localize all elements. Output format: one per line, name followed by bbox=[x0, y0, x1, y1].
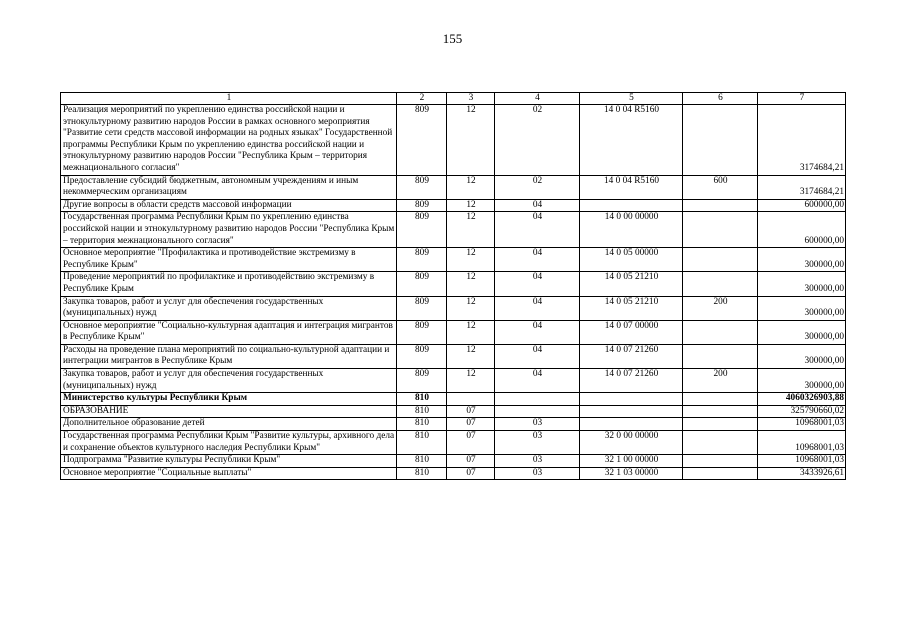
row-expense-type bbox=[683, 467, 758, 480]
row-amount: 600000,00 bbox=[758, 199, 846, 212]
row-name: Реализация мероприятий по укреплению единства российской нации и этнокультурному развитию народов России в рамках основного мероприятия "Развитие сети средств массовой информации на родных языках" Государственной программы Республики Крым по укреплению единства российской нации и этнокультурному развитию народов России "Республика Крым – территория межнационального согласия" bbox=[61, 105, 397, 176]
row-ministry-code: 810 bbox=[397, 405, 447, 418]
row-section: 07 bbox=[447, 418, 495, 431]
row-section: 07 bbox=[447, 431, 495, 455]
row-subsection: 04 bbox=[495, 272, 580, 296]
row-amount: 10968001,03 bbox=[758, 431, 846, 455]
row-name: Другие вопросы в области средств массовой информации bbox=[61, 199, 397, 212]
row-name: ОБРАЗОВАНИЕ bbox=[61, 405, 397, 418]
table-row bbox=[61, 105, 846, 176]
row-subsection: 04 bbox=[495, 320, 580, 344]
table-row bbox=[61, 175, 846, 199]
table-row bbox=[61, 467, 846, 480]
header-col-6: 6 bbox=[683, 93, 758, 105]
row-amount: 10968001,03 bbox=[758, 418, 846, 431]
row-subsection bbox=[495, 393, 580, 406]
row-section: 12 bbox=[447, 199, 495, 212]
table-row bbox=[61, 248, 846, 272]
row-expense-type bbox=[683, 405, 758, 418]
row-name: Основное мероприятие "Профилактика и противодействие экстремизму в Республике Крым" bbox=[61, 248, 397, 272]
row-subsection bbox=[495, 405, 580, 418]
row-ministry-code: 809 bbox=[397, 105, 447, 176]
row-subsection: 04 bbox=[495, 369, 580, 393]
row-expense-type: 200 bbox=[683, 369, 758, 393]
row-subsection: 04 bbox=[495, 248, 580, 272]
row-expense-type bbox=[683, 431, 758, 455]
row-expense-type bbox=[683, 199, 758, 212]
row-ministry-code: 810 bbox=[397, 418, 447, 431]
row-name: Подпрограмма "Развитие культуры Республики Крым" bbox=[61, 455, 397, 468]
row-target-article bbox=[580, 393, 683, 406]
row-amount: 4060326903,88 bbox=[758, 393, 846, 406]
row-name: Проведение мероприятий по профилактике и противодействию экстремизму в Республике Крым bbox=[61, 272, 397, 296]
header-col-2: 2 bbox=[397, 93, 447, 105]
row-subsection: 03 bbox=[495, 455, 580, 468]
row-section: 12 bbox=[447, 369, 495, 393]
row-name: Закупка товаров, работ и услуг для обеспечения государственных (муниципальных) нужд bbox=[61, 296, 397, 320]
row-target-article: 14 0 07 21260 bbox=[580, 369, 683, 393]
row-name: Расходы на проведение плана мероприятий по социально-культурной адаптации и интеграции мигрантов в Республике Крым bbox=[61, 344, 397, 368]
row-subsection: 04 bbox=[495, 344, 580, 368]
row-ministry-code: 809 bbox=[397, 369, 447, 393]
row-target-article: 14 0 05 21210 bbox=[580, 296, 683, 320]
row-expense-type bbox=[683, 105, 758, 176]
row-target-article: 14 0 07 00000 bbox=[580, 320, 683, 344]
row-name: Дополнительное образование детей bbox=[61, 418, 397, 431]
row-target-article: 14 0 00 00000 bbox=[580, 212, 683, 248]
row-ministry-code: 809 bbox=[397, 175, 447, 199]
row-expense-type bbox=[683, 418, 758, 431]
row-expense-type: 600 bbox=[683, 175, 758, 199]
row-name: Предоставление субсидий бюджетным, автономным учреждениям и иным некоммерческим организациям bbox=[61, 175, 397, 199]
row-name: Государственная программа Республики Крым "Развитие культуры, архивного дела и сохранение объектов культурного наследия Республики Крым" bbox=[61, 431, 397, 455]
row-section: 12 bbox=[447, 296, 495, 320]
table-row bbox=[61, 272, 846, 296]
row-target-article bbox=[580, 199, 683, 212]
row-amount: 3174684,21 bbox=[758, 105, 846, 176]
row-expense-type bbox=[683, 212, 758, 248]
row-ministry-code: 810 bbox=[397, 393, 447, 406]
row-target-article bbox=[580, 405, 683, 418]
row-name: Основное мероприятие "Социальные выплаты" bbox=[61, 467, 397, 480]
row-section: 12 bbox=[447, 212, 495, 248]
row-ministry-code: 809 bbox=[397, 296, 447, 320]
table-row bbox=[61, 344, 846, 368]
row-section: 12 bbox=[447, 175, 495, 199]
row-amount: 300000,00 bbox=[758, 296, 846, 320]
row-ministry-code: 810 bbox=[397, 467, 447, 480]
row-ministry-code: 809 bbox=[397, 212, 447, 248]
table-row bbox=[61, 199, 846, 212]
row-expense-type bbox=[683, 455, 758, 468]
header-col-7: 7 bbox=[758, 93, 846, 105]
row-target-article: 14 0 04 R5160 bbox=[580, 105, 683, 176]
row-target-article: 32 1 03 00000 bbox=[580, 467, 683, 480]
row-subsection: 02 bbox=[495, 105, 580, 176]
row-ministry-code: 809 bbox=[397, 320, 447, 344]
row-section: 12 bbox=[447, 105, 495, 176]
row-section: 12 bbox=[447, 248, 495, 272]
row-subsection: 04 bbox=[495, 212, 580, 248]
row-section: 12 bbox=[447, 320, 495, 344]
row-ministry-code: 810 bbox=[397, 455, 447, 468]
table-row bbox=[61, 296, 846, 320]
row-section: 12 bbox=[447, 344, 495, 368]
row-section: 12 bbox=[447, 272, 495, 296]
row-name: Основное мероприятие "Социально-культурная адаптация и интеграция мигрантов в Республике Крым" bbox=[61, 320, 397, 344]
row-amount: 325790660,02 bbox=[758, 405, 846, 418]
row-ministry-code: 809 bbox=[397, 272, 447, 296]
row-target-article: 14 0 04 R5160 bbox=[580, 175, 683, 199]
row-name: Министерство культуры Республики Крым bbox=[61, 393, 397, 406]
row-target-article bbox=[580, 418, 683, 431]
table-row bbox=[61, 455, 846, 468]
table-row bbox=[61, 369, 846, 393]
row-subsection: 03 bbox=[495, 418, 580, 431]
row-target-article: 14 0 05 00000 bbox=[580, 248, 683, 272]
table-row bbox=[61, 320, 846, 344]
row-subsection: 04 bbox=[495, 199, 580, 212]
page-number: 155 bbox=[442, 31, 463, 46]
row-expense-type bbox=[683, 393, 758, 406]
row-expense-type bbox=[683, 272, 758, 296]
row-expense-type bbox=[683, 248, 758, 272]
row-expense-type bbox=[683, 344, 758, 368]
row-section: 07 bbox=[447, 455, 495, 468]
row-section bbox=[447, 393, 495, 406]
table-row bbox=[61, 418, 846, 431]
header-col-1: 1 bbox=[61, 93, 397, 105]
table-row bbox=[61, 393, 846, 406]
row-subsection: 03 bbox=[495, 431, 580, 455]
row-target-article: 32 1 00 00000 bbox=[580, 455, 683, 468]
row-amount: 3433926,61 bbox=[758, 467, 846, 480]
budget-table bbox=[60, 92, 846, 480]
row-target-article: 32 0 00 00000 bbox=[580, 431, 683, 455]
row-target-article: 14 0 05 21210 bbox=[580, 272, 683, 296]
table-row bbox=[61, 405, 846, 418]
header-row bbox=[61, 93, 846, 105]
row-ministry-code: 809 bbox=[397, 344, 447, 368]
row-subsection: 02 bbox=[495, 175, 580, 199]
row-ministry-code: 809 bbox=[397, 199, 447, 212]
row-target-article: 14 0 07 21260 bbox=[580, 344, 683, 368]
row-amount: 300000,00 bbox=[758, 272, 846, 296]
row-expense-type bbox=[683, 320, 758, 344]
row-name: Закупка товаров, работ и услуг для обеспечения государственных (муниципальных) нужд bbox=[61, 369, 397, 393]
row-amount: 300000,00 bbox=[758, 344, 846, 368]
row-amount: 600000,00 bbox=[758, 212, 846, 248]
header-col-4: 4 bbox=[495, 93, 580, 105]
row-ministry-code: 809 bbox=[397, 248, 447, 272]
row-subsection: 04 bbox=[495, 296, 580, 320]
table-row bbox=[61, 212, 846, 248]
row-section: 07 bbox=[447, 467, 495, 480]
row-amount: 3174684,21 bbox=[758, 175, 846, 199]
header-col-5: 5 bbox=[580, 93, 683, 105]
row-ministry-code: 810 bbox=[397, 431, 447, 455]
row-amount: 300000,00 bbox=[758, 248, 846, 272]
row-name: Государственная программа Республики Крым по укреплению единства российской нации и этнокультурному развитию народов России "Республика Крым – территория межнационального согласия" bbox=[61, 212, 397, 248]
table-row bbox=[61, 431, 846, 455]
header-col-3: 3 bbox=[447, 93, 495, 105]
row-amount: 300000,00 bbox=[758, 320, 846, 344]
row-subsection: 03 bbox=[495, 467, 580, 480]
row-amount: 10968001,03 bbox=[758, 455, 846, 468]
row-expense-type: 200 bbox=[683, 296, 758, 320]
row-section: 07 bbox=[447, 405, 495, 418]
row-amount: 300000,00 bbox=[758, 369, 846, 393]
